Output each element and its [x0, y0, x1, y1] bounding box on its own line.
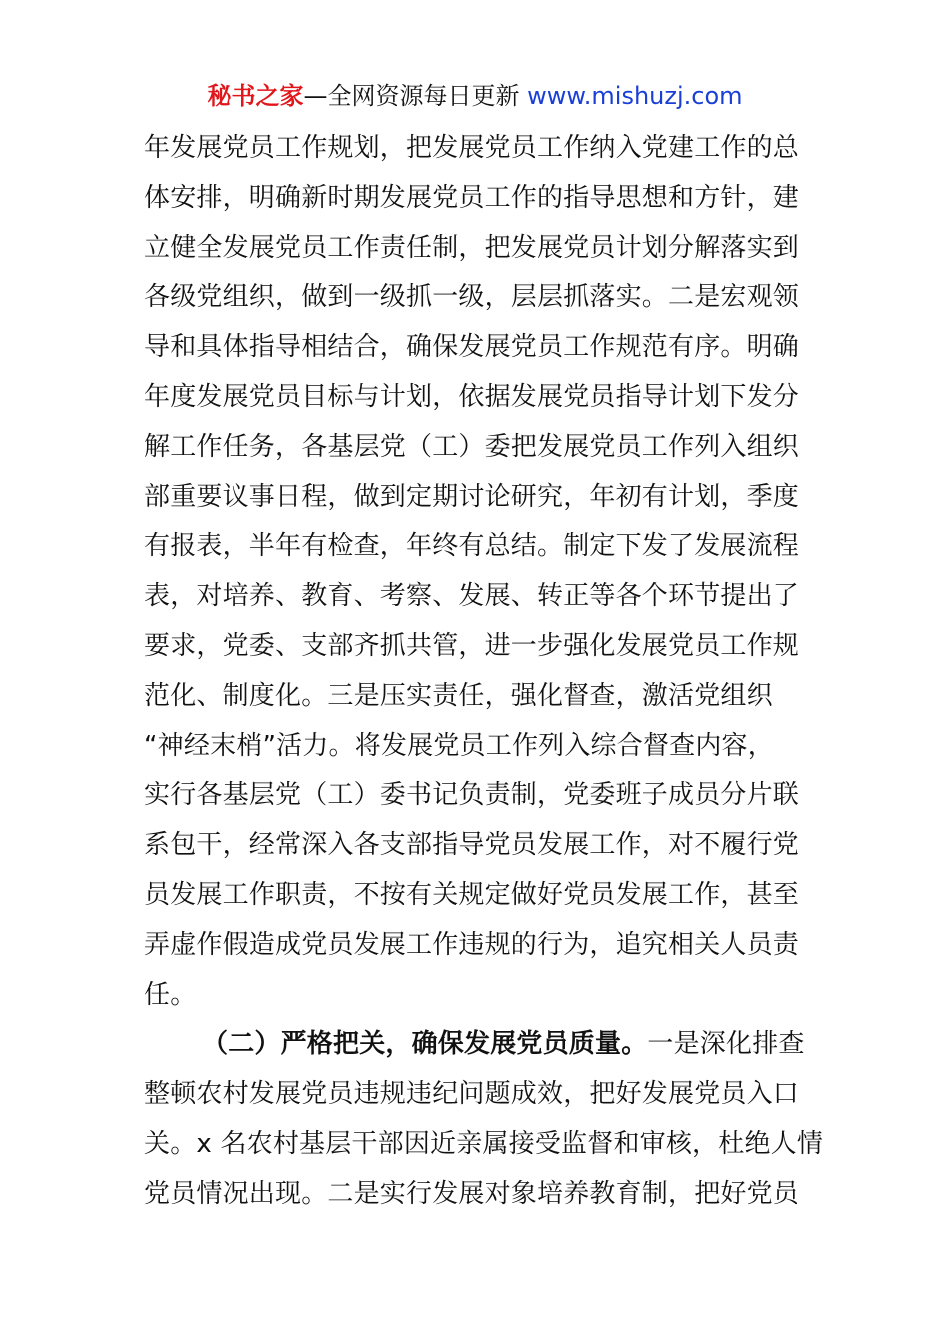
- paragraph-1: [144, 124, 806, 1020]
- text-line: 党员情况出现。二是实行发展对象培养教育制，把好党员: [144, 1178, 800, 1209]
- text-run: 一是深化排查: [647, 1029, 805, 1060]
- text-line: 部重要议事日程，做到定期讨论研究，年初有计划，季度: [144, 481, 800, 512]
- site-header: [0, 78, 950, 114]
- text-line: 导和具体指导相结合，确保发展党员工作规范有序。明确: [144, 332, 800, 363]
- text-line: 表，对培养、教育、考察、发展、转正等各个环节提出了: [144, 581, 800, 612]
- document-body: [144, 124, 824, 1220]
- text-line: “神经末梢”活力。将发展党员工作列入综合督查内容，: [144, 730, 774, 761]
- brand-name: 秘书之家: [207, 82, 304, 110]
- text-line: 立健全发展党员工作责任制，把发展党员计划分解落实到: [144, 232, 800, 263]
- text-line: [144, 1020, 806, 1070]
- text-line: 各级党组织，做到一级抓一级，层层抓落实。二是宏观领: [144, 282, 800, 313]
- text-line: 实行各基层党（工）委书记负责制，党委班子成员分片联: [144, 780, 800, 811]
- header-tagline: —全网资源每日更新: [303, 82, 520, 110]
- text-line: 年度发展党员目标与计划，依据发展党员指导计划下发分: [144, 381, 800, 412]
- text-line: 任。: [144, 979, 197, 1010]
- text-line: 关。x 名农村基层干部因近亲属接受监督和审核，杜绝人情: [144, 1128, 824, 1159]
- text-line: 弄虚作假造成党员发展工作违规的行为，追究相关人员责: [144, 929, 800, 960]
- text-line: 解工作任务，各基层党（工）委把发展党员工作列入组织: [144, 431, 800, 462]
- text-line: 员发展工作职责，不按有关规定做好党员发展工作，甚至: [144, 879, 800, 910]
- text-line: 范化、制度化。三是压实责任，强化督查，激活党组织: [144, 680, 773, 711]
- text-line: 要求，党委、支部齐抓共管，进一步强化发展党员工作规: [144, 630, 800, 661]
- paragraph-2: [144, 1020, 824, 1219]
- text-line: 体安排，明确新时期发展党员工作的指导思想和方针，建: [144, 182, 800, 213]
- text-line: 整顿农村发展党员违规违纪问题成效，把好发展党员入口: [144, 1079, 800, 1110]
- section-heading: （二）严格把关，确保发展党员质量。: [202, 1029, 648, 1060]
- text-line: 年发展党员工作规划，把发展党员工作纳入党建工作的总: [144, 133, 800, 163]
- text-line: 系包干，经常深入各支部指导党员发展工作，对不履行党: [144, 830, 800, 861]
- site-url-link[interactable]: www.mishuzj.com: [527, 82, 743, 110]
- text-line: 有报表，半年有检查，年终有总结。制定下发了发展流程: [144, 531, 800, 562]
